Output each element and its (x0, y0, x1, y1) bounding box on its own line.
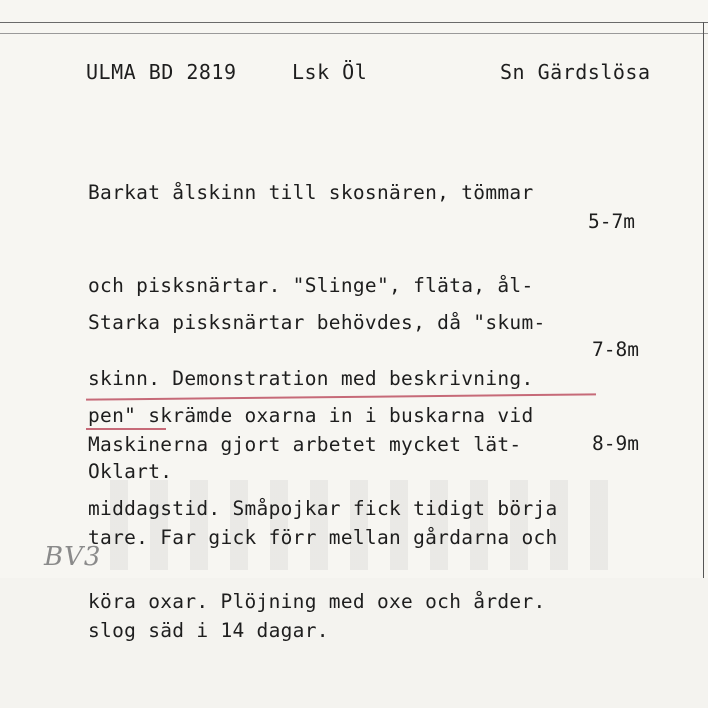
card-right-border (703, 22, 704, 578)
entry-2-line: köra oxar. Plöjning med oxe och årder. (88, 590, 546, 613)
entry-2-line: pen" skrämde oxarna in i buskarna vid (88, 404, 534, 427)
card-top-border-inner (0, 33, 708, 34)
entry-2-line: Starka pisksnärtar behövdes, då "skum- (88, 311, 546, 334)
entry-2-line: middagstid. Småpojkar fick tidigt börja (88, 497, 558, 520)
region-code: Lsk Öl (292, 60, 368, 84)
red-underline-2 (86, 428, 166, 430)
entry-3-pages: 8-9m (592, 432, 639, 455)
handwritten-mark: BV3 (44, 542, 102, 572)
entry-3-text (88, 367, 558, 708)
parish-name: Sn Gärdslösa (500, 60, 651, 84)
entry-1-line: Oklart. (88, 460, 173, 483)
entry-3-line: Maskinerna gjort arbetet mycket lät- (88, 433, 522, 456)
entry-2-pages: 7-8m (592, 338, 639, 361)
archive-reference: ULMA BD 2819 (86, 60, 237, 84)
entry-1-pages: 5-7m (588, 210, 635, 233)
entry-1-line: skinn. Demonstration med beskrivning. (88, 367, 534, 390)
entry-1-line: och pisksnärtar. "Slinge", fläta, ål- (88, 274, 534, 297)
entry-3-line: tare. Far gick förr mellan gårdarna och (88, 526, 558, 549)
entry-3-line: slog säd i 14 dagar. (88, 619, 329, 642)
entry-1-line: Barkat ålskinn till skosnären, tömmar (88, 181, 534, 204)
card-top-border (0, 22, 708, 23)
